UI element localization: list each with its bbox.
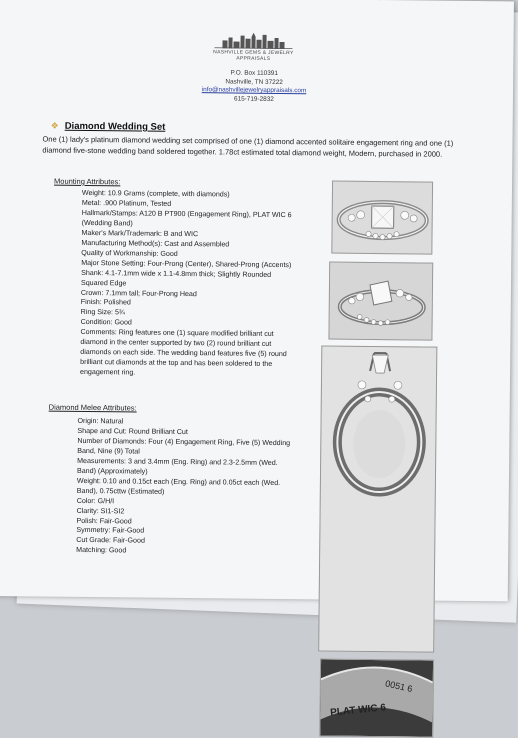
melee-line: Number of Diamonds: Four (4) Engagement Ring, Five (5) Wedding	[77, 436, 291, 448]
melee-line: Origin: Natural	[77, 416, 124, 426]
mounting-line: Condition: Good	[80, 318, 132, 327]
mounting-line: Maker's Mark/Trademark: B and WIC	[81, 228, 199, 238]
ring-photo-top	[331, 181, 433, 255]
melee-line: Polish: Fair-Good	[76, 516, 132, 526]
item-description: One (1) lady's platinum diamond wedding set comprised of one (1) diamond accented solitaire engagement ring and one (1) diamond five-stone wedding band soldered together. 1.78ct estimated total diamond weight, Modern, purchased in 2000.	[42, 134, 454, 159]
mounting-line: Comments: Ring features one (1) square modified brilliant cut	[80, 328, 274, 339]
company-name: NASHVILLE GEMS & JEWELRY APPRAISALS	[213, 49, 294, 62]
melee-line: Clarity: SI1-SI2	[76, 506, 125, 515]
city-state: Nashville, TN 37222	[225, 78, 283, 86]
melee-attributes-list	[76, 417, 290, 559]
contact-block	[179, 69, 329, 105]
mounting-line: Manufacturing Method(s): Cast and Assembled	[81, 238, 230, 249]
ring-photo-angle	[328, 262, 433, 341]
melee-line: Weight: 0.10 and 0.15ct each (Eng. Ring) and 0.05ct each (Wed.	[76, 476, 281, 487]
hallmark-text-2: PLAT WIC 6	[329, 702, 387, 719]
mounting-line: Finish: Polished	[80, 298, 131, 307]
mounting-line: diamond in the center supported by two (2) round brilliant cut	[80, 338, 272, 349]
mounting-heading: Mounting Attributes:	[54, 176, 121, 187]
email-link[interactable]: info@nashvillejewelryappraisals.com	[201, 86, 307, 95]
po-box: P.O. Box 110391	[230, 69, 278, 77]
melee-line: Symmetry: Fair-Good	[76, 526, 145, 536]
item-title-row	[51, 121, 166, 133]
mounting-line: brilliant cut diamonds at the top and has been soldered to the	[80, 358, 273, 369]
phone: 615-719-2832	[233, 95, 274, 103]
hallmark-text-1: 0051 6	[384, 678, 414, 695]
mounting-line: diamonds on each side. The wedding band features five (5) round	[80, 348, 287, 359]
melee-line: Shape and Cut: Round Brilliant Cut	[77, 426, 188, 437]
letterhead-logo	[198, 32, 308, 62]
melee-line: Measurements: 3 and 3.4mm (Eng. Ring) and 2.3-2.5mm (Wed.	[77, 456, 278, 467]
mounting-line: Hallmark/Stamps: A120 B PT900 (Engagement Ring), PLAT WIC 6	[81, 208, 292, 220]
mounting-line: Metal: .900 Platinum, Tested	[81, 198, 172, 208]
mounting-attributes-list	[80, 189, 292, 380]
melee-line: Band) (Approximately)	[76, 466, 148, 476]
mounting-line: Squared Edge	[80, 278, 127, 287]
mounting-line: Quality of Workmanship: Good	[81, 248, 178, 258]
mounting-line: Ring Size: 5¾	[80, 308, 125, 317]
melee-line: Band), 0.75cttw (Estimated)	[76, 486, 165, 496]
mounting-line: Shank: 4.1-7.1mm wide x 1.1-4.8mm thick; Slightly Rounded	[81, 268, 272, 279]
mounting-line: engagement ring.	[80, 368, 136, 377]
diamond-bullet-icon: ❖	[50, 120, 59, 131]
melee-line: Cut Grade: Fair-Good	[76, 536, 145, 546]
ring-photo-side	[318, 345, 437, 652]
item-title: Diamond Wedding Set	[64, 120, 166, 133]
hallmark-photo	[319, 658, 434, 737]
melee-line: Color: G/H/I	[76, 496, 115, 505]
mounting-line: Weight: 10.9 Grams (complete, with diamonds)	[81, 188, 230, 199]
mounting-line: Crown: 7.1mm tall; Four-Prong Head	[80, 288, 197, 298]
mounting-line: Major Stone Setting: Four-Prong (Center), Shared-Prong (Accents)	[81, 258, 292, 269]
mounting-line: (Wedding Band)	[81, 218, 133, 228]
melee-line: Band, Nine (9) Total	[77, 446, 140, 456]
melee-line: Matching: Good	[76, 546, 127, 555]
skyline-icon	[214, 32, 292, 49]
melee-heading: Diamond Melee Attributes:	[48, 402, 137, 413]
